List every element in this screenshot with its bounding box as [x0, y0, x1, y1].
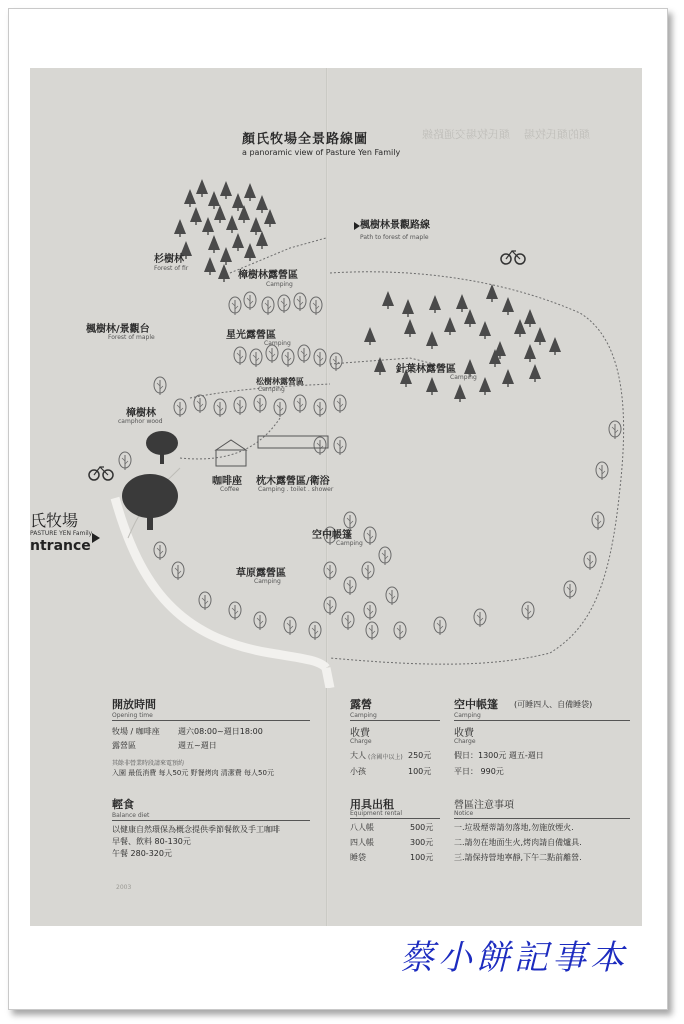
brochure-page	[30, 68, 642, 926]
camphor-camp-label: 樟樹林露營區	[238, 270, 298, 281]
camping-title-en: Camping	[350, 712, 377, 719]
conifer-camp-label-en: Camping	[450, 374, 477, 381]
pillow-camp-label: 枕木露營區/衛浴	[256, 476, 330, 487]
bicycle-icon	[89, 467, 113, 480]
hours-title-en: Opening time	[112, 712, 153, 719]
camping-adult-price: 250元	[408, 751, 432, 760]
food-desc: 以健康自然環保為概念提供季節餐飲及手工咖啡	[112, 825, 280, 834]
footer-year: 2003	[116, 884, 132, 891]
maple-forest-label: 楓樹林/景觀台	[86, 324, 150, 335]
map-title: 顏氏牧場全景路線圖	[242, 132, 369, 147]
food-title-en: Balance diet	[112, 812, 150, 819]
blog-signature: 蔡小餅記事本	[400, 938, 628, 978]
maple-trail-label: 楓樹林景觀路線	[360, 220, 430, 231]
grass-camp-label-en: Camping	[254, 578, 281, 585]
camping-adult: 大人	[350, 751, 366, 760]
camping-adult-note: (含國中以上)	[368, 754, 403, 761]
rental-price: 500元	[410, 823, 434, 832]
maple-trail-label-en: Path to forest of maple	[360, 234, 429, 241]
food-lunch: 午餐 280-320元	[112, 849, 172, 858]
food-brunch: 早餐、飲料 80-130元	[112, 837, 191, 846]
site-map	[30, 68, 642, 688]
notice-title-en: Notice	[454, 810, 474, 817]
pine-camp-label: 松樹林露營區	[256, 377, 304, 386]
camping-child-price: 100元	[408, 767, 432, 776]
skytent-holiday: 假日：1300元 週五-週日	[454, 751, 544, 760]
camphor-wood-label: 樟樹林	[126, 408, 156, 419]
conifer-camp-label: 針葉林露營區	[396, 364, 456, 375]
farm-logo-en: PASTURE YEN Family	[30, 530, 93, 537]
road	[115, 498, 326, 668]
hours-note: 其餘非營業時段請來電預約	[112, 760, 185, 767]
rental-price: 100元	[410, 853, 434, 862]
hours-line1-label: 牧場 / 咖啡座	[112, 727, 160, 736]
hours-line2-label: 露營區	[112, 741, 136, 750]
skytent-title-en: Camping	[454, 712, 481, 719]
rental-item: 八人帳	[350, 823, 374, 832]
star-camp-label-en: Camping	[264, 340, 291, 347]
maple-trail-line	[330, 272, 624, 664]
skytent-weekday: 平日： 990元	[454, 767, 504, 776]
bleed-through-text: 顏的顏氏牧場	[524, 128, 590, 141]
food-title: 輕食	[112, 798, 134, 811]
hours-line1-time: 週六08:00~週日18:00	[178, 727, 263, 736]
farm-logo: 氏牧場	[30, 511, 79, 530]
bleed-through-text: 顏氏牧場交通路線	[422, 128, 510, 141]
sky-tent-label: 空中帳篷	[312, 530, 352, 541]
pine-camp-label-en: Camping	[258, 386, 285, 393]
notice-item: 一.垃圾煙蒂請勿落地,勿施放煙火.	[454, 823, 574, 832]
map-subtitle: a panoramic view of Pasture Yen Family	[242, 148, 401, 157]
notice-item: 三.請保持營地寧靜,下午二點前離營.	[454, 853, 582, 862]
skytent-note: (可睡四人、自備睡袋)	[514, 700, 593, 709]
rental-price: 300元	[410, 838, 434, 847]
notice-item: 二.請勿在地面生火,烤肉請自備爐具.	[454, 838, 582, 847]
skytent-title: 空中帳篷	[454, 698, 498, 711]
maple-forest-label-en: Forest of maple	[108, 334, 155, 341]
star-camp-label: 星光露營區	[226, 330, 276, 341]
rental-item: 四人帳	[350, 838, 374, 847]
hours-line2-time: 週五~週日	[178, 741, 217, 750]
bicycle-icon	[501, 251, 525, 264]
camphor-wood-label-en: camphor wood	[118, 418, 163, 425]
camping-child: 小孩	[350, 767, 366, 776]
entrance-arrow-icon	[92, 533, 100, 543]
camphor-camp-label-en: Camping	[266, 281, 293, 288]
cafe-label-en: Coffee	[220, 486, 240, 493]
entrance-label: ntrance	[30, 538, 91, 554]
small-tree-icon	[146, 431, 178, 464]
cafe-label: 咖啡座	[212, 476, 242, 487]
rental-title: 用具出租	[350, 798, 394, 811]
hours-title: 開放時間	[112, 698, 156, 711]
fir-forest-label: 杉樹林	[154, 254, 184, 265]
camping-fee-en: Charge	[350, 738, 372, 745]
hours-fees: 入園 最低消費 每人50元 野餐烤肉 清潔費 每人50元	[112, 769, 274, 777]
rental-title-en: Equipment rental	[350, 810, 403, 817]
grass-camp-label: 草原露營區	[236, 568, 286, 579]
skytent-fee-en: Charge	[454, 738, 476, 745]
cafe-building	[216, 450, 246, 466]
pillow-camp-label-en: Camping . toilet . shower	[258, 486, 334, 493]
rental-item: 睡袋	[350, 853, 366, 862]
fir-forest-label-en: Forest of fir	[154, 265, 189, 272]
skytent-fee-title: 收費	[454, 728, 474, 739]
notice-title: 營區注意事項	[454, 800, 514, 811]
big-tree-icon	[122, 474, 178, 530]
conifer-forest	[364, 284, 561, 402]
camping-fee-title: 收費	[350, 728, 370, 739]
sky-tent-label-en: Camping	[336, 540, 363, 547]
camping-title: 露營	[350, 698, 372, 711]
